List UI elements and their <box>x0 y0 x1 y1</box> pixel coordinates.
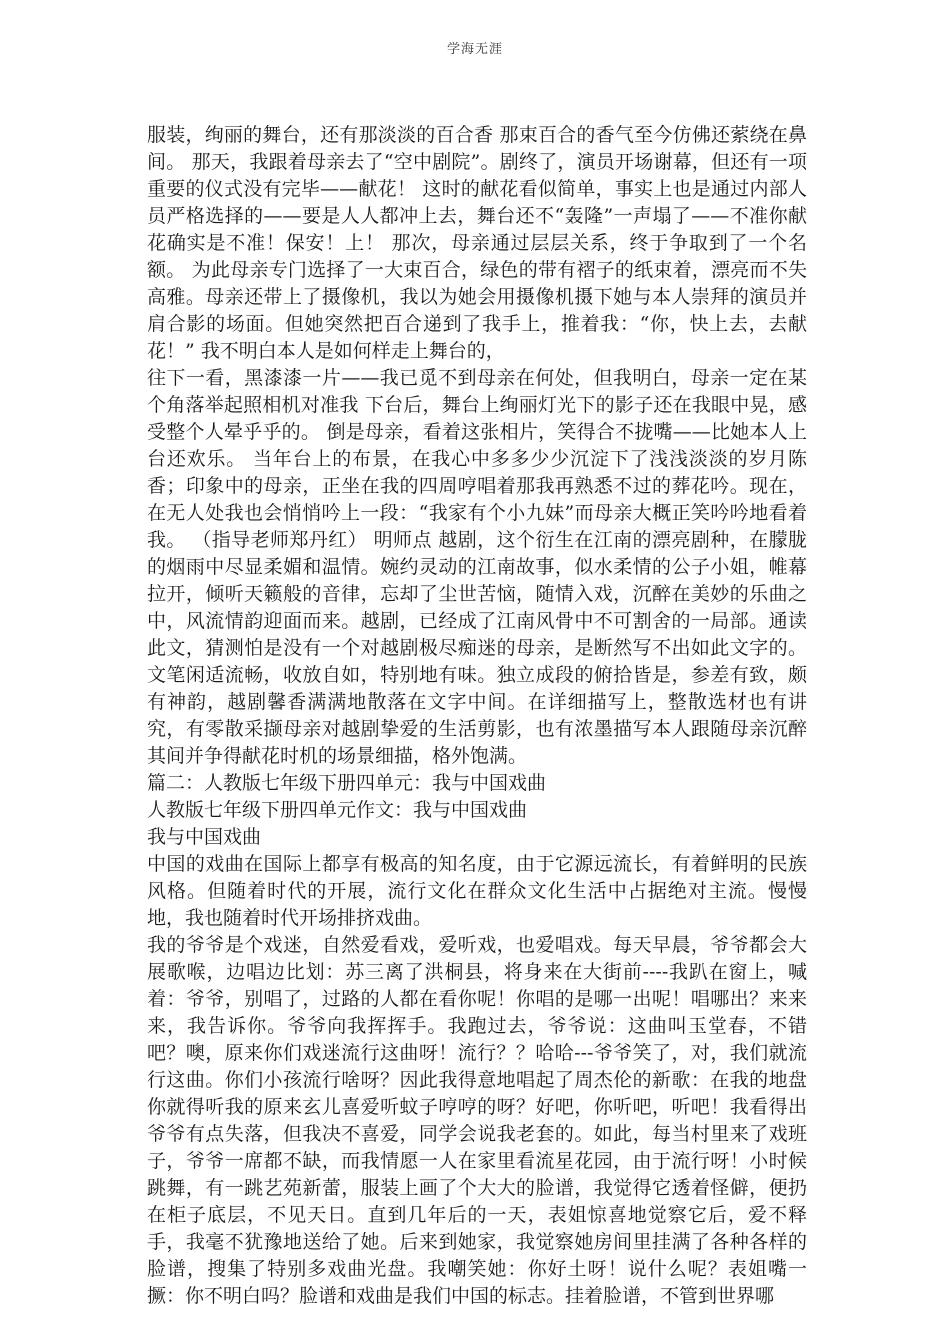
section-subtitle: 人教版七年级下册四单元作文：我与中国戏曲 <box>147 799 528 821</box>
paragraph-3: 中国的戏曲在国际上都享有极高的知名度，由于它源远流长，有着鲜明的民族风格。但随着时代的开展，流行文化在群众文化生活中占据绝对主流。慢慢地，我也随着时代开场排挤戏曲。 <box>147 853 807 929</box>
section-title-2: 篇二：人教版七年级下册四单元：我与中国戏曲 <box>147 772 547 794</box>
paragraph-4: 我的爷爷是个戏迷，自然爱看戏，爱听戏，也爱唱戏。每天早晨，爷爷都会大展歌喉，边唱边比划：苏三离了洪桐县，将身来在大街前----我趴在窗上，喊着：爷爷，别唱了，过路的人都在看你呢！你唱的是哪一出呢！唱哪出？来来来，我告诉你。爷爷向我挥挥手。我跑过去，爷爷说：这曲叫玉堂春，不错吧？噢，原来你们戏迷流行这曲呀！流行？？哈哈---爷爷笑了，对，我们就流行这曲。你们小孩流行啥呀？因此我得意地唱起了周杰伦的新歌：在我的地盘你就得听我的原来玄儿喜爱听蚊子哼哼的呀？好吧，你听吧，听吧！我看得出爷爷有点失落，但我决不喜爱，同学会说我老套的。如此，每当村里来了戏班子，爷爷一席都不缺，而我情愿一人在家里看流星花园，由于流行呀！小时候跳舞，有一跳艺苑新蕾，服装上画了个大大的脸谱，我觉得它透着怪僻，便扔在柜子底层，不见天日。直到几年后的一天，表姐惊喜地觉察它后，爱不释手，我毫不犹豫地送给了她。后来到她家，我觉察她房间里挂满了各种各样的脸谱，搜集了特别多戏曲光盘。我嘲笑她：你好土呀！说什么呢？表姐嘴一撅：你不明白吗？脸谱和戏曲是我们中国的标志。挂着脸谱，不管到世界哪 <box>147 934 807 1307</box>
page-header: 学海无涯 <box>446 42 503 57</box>
essay-title: 我与中国戏曲 <box>147 826 262 848</box>
document-body <box>147 122 807 1310</box>
paragraph-1: 服装，绚丽的舞台，还有那淡淡的百合香 那束百合的香气至今仿佛还萦绕在鼻间。 那天，我跟着母亲去了“空中剧院”。剧终了，演员开场谢幕，但还有一项重要的仪式没有完毕——献花！ 这时的献花看似简单，事实上也是通过内部人员严格选择的——要是人人都冲上去，舞台还不“轰隆”一声塌了——不准你献花确实是不准！保安！上！ 那次，母亲通过层层关系，终于争取到了一个名额。 为此母亲专门选择了一大束百合，绿色的带有褶子的纸束着，漂亮而不失高雅。母亲还带上了摄像机，我以为她会用摄像机摄下她与本人崇拜的演员并肩合影的场面。但她突然把百合递到了我手上，推着我：“你，快上去，去献花！” 我不明白本人是如何样走上舞台的， <box>147 124 807 362</box>
paragraph-2: 往下一看，黑漆漆一片——我已觅不到母亲在何处，但我明白，母亲一定在某个角落举起照相机对准我 下台后，舞台上绚丽灯光下的影子还在我眼中晃，感受整个人晕乎乎的。 倒是母亲，看着这张相片，笑得合不拢嘴——比她本人上台还欢乐。 当年台上的布景，在我心中多多少少沉淀下了浅浅淡淡的岁月陈香；印象中的母亲，正坐在我的四周哼唱着那我再熟悉不过的葬花吟。现在，在无人处我也会悄悄吟上一段：“我家有个小九妹”而母亲大概正笑吟吟地看着我。 （指导老师郑丹红） 明师点 越剧，这个衍生在江南的漂亮剧种，在朦胧的烟雨中尽显柔媚和温情。婉约灵动的江南故事，似水柔情的公子小姐，帷幕拉开，倾听天籁般的音律，忘却了尘世苦恼，随情入戏，沉醉在美妙的乐曲之中，风流情韵迎面而来。越剧，已经成了江南风骨中不可割舍的一局部。通读此文，猜测怕是没有一个对越剧极尽痴迷的母亲，是断然写不出如此文字的。文笔闲适流畅，收放自如，特别地有味。独立成段的俯拾皆是，参差有致，颇有神韵，越剧馨香满满地散落在文字中间。在详细描写上，整散选材也有讲究，有零散采撷母亲对越剧挚爱的生活剪影，也有浓墨描写本人跟随母亲沉醉其间并争得献花时机的场景细描，格外饱满。 <box>147 367 807 767</box>
